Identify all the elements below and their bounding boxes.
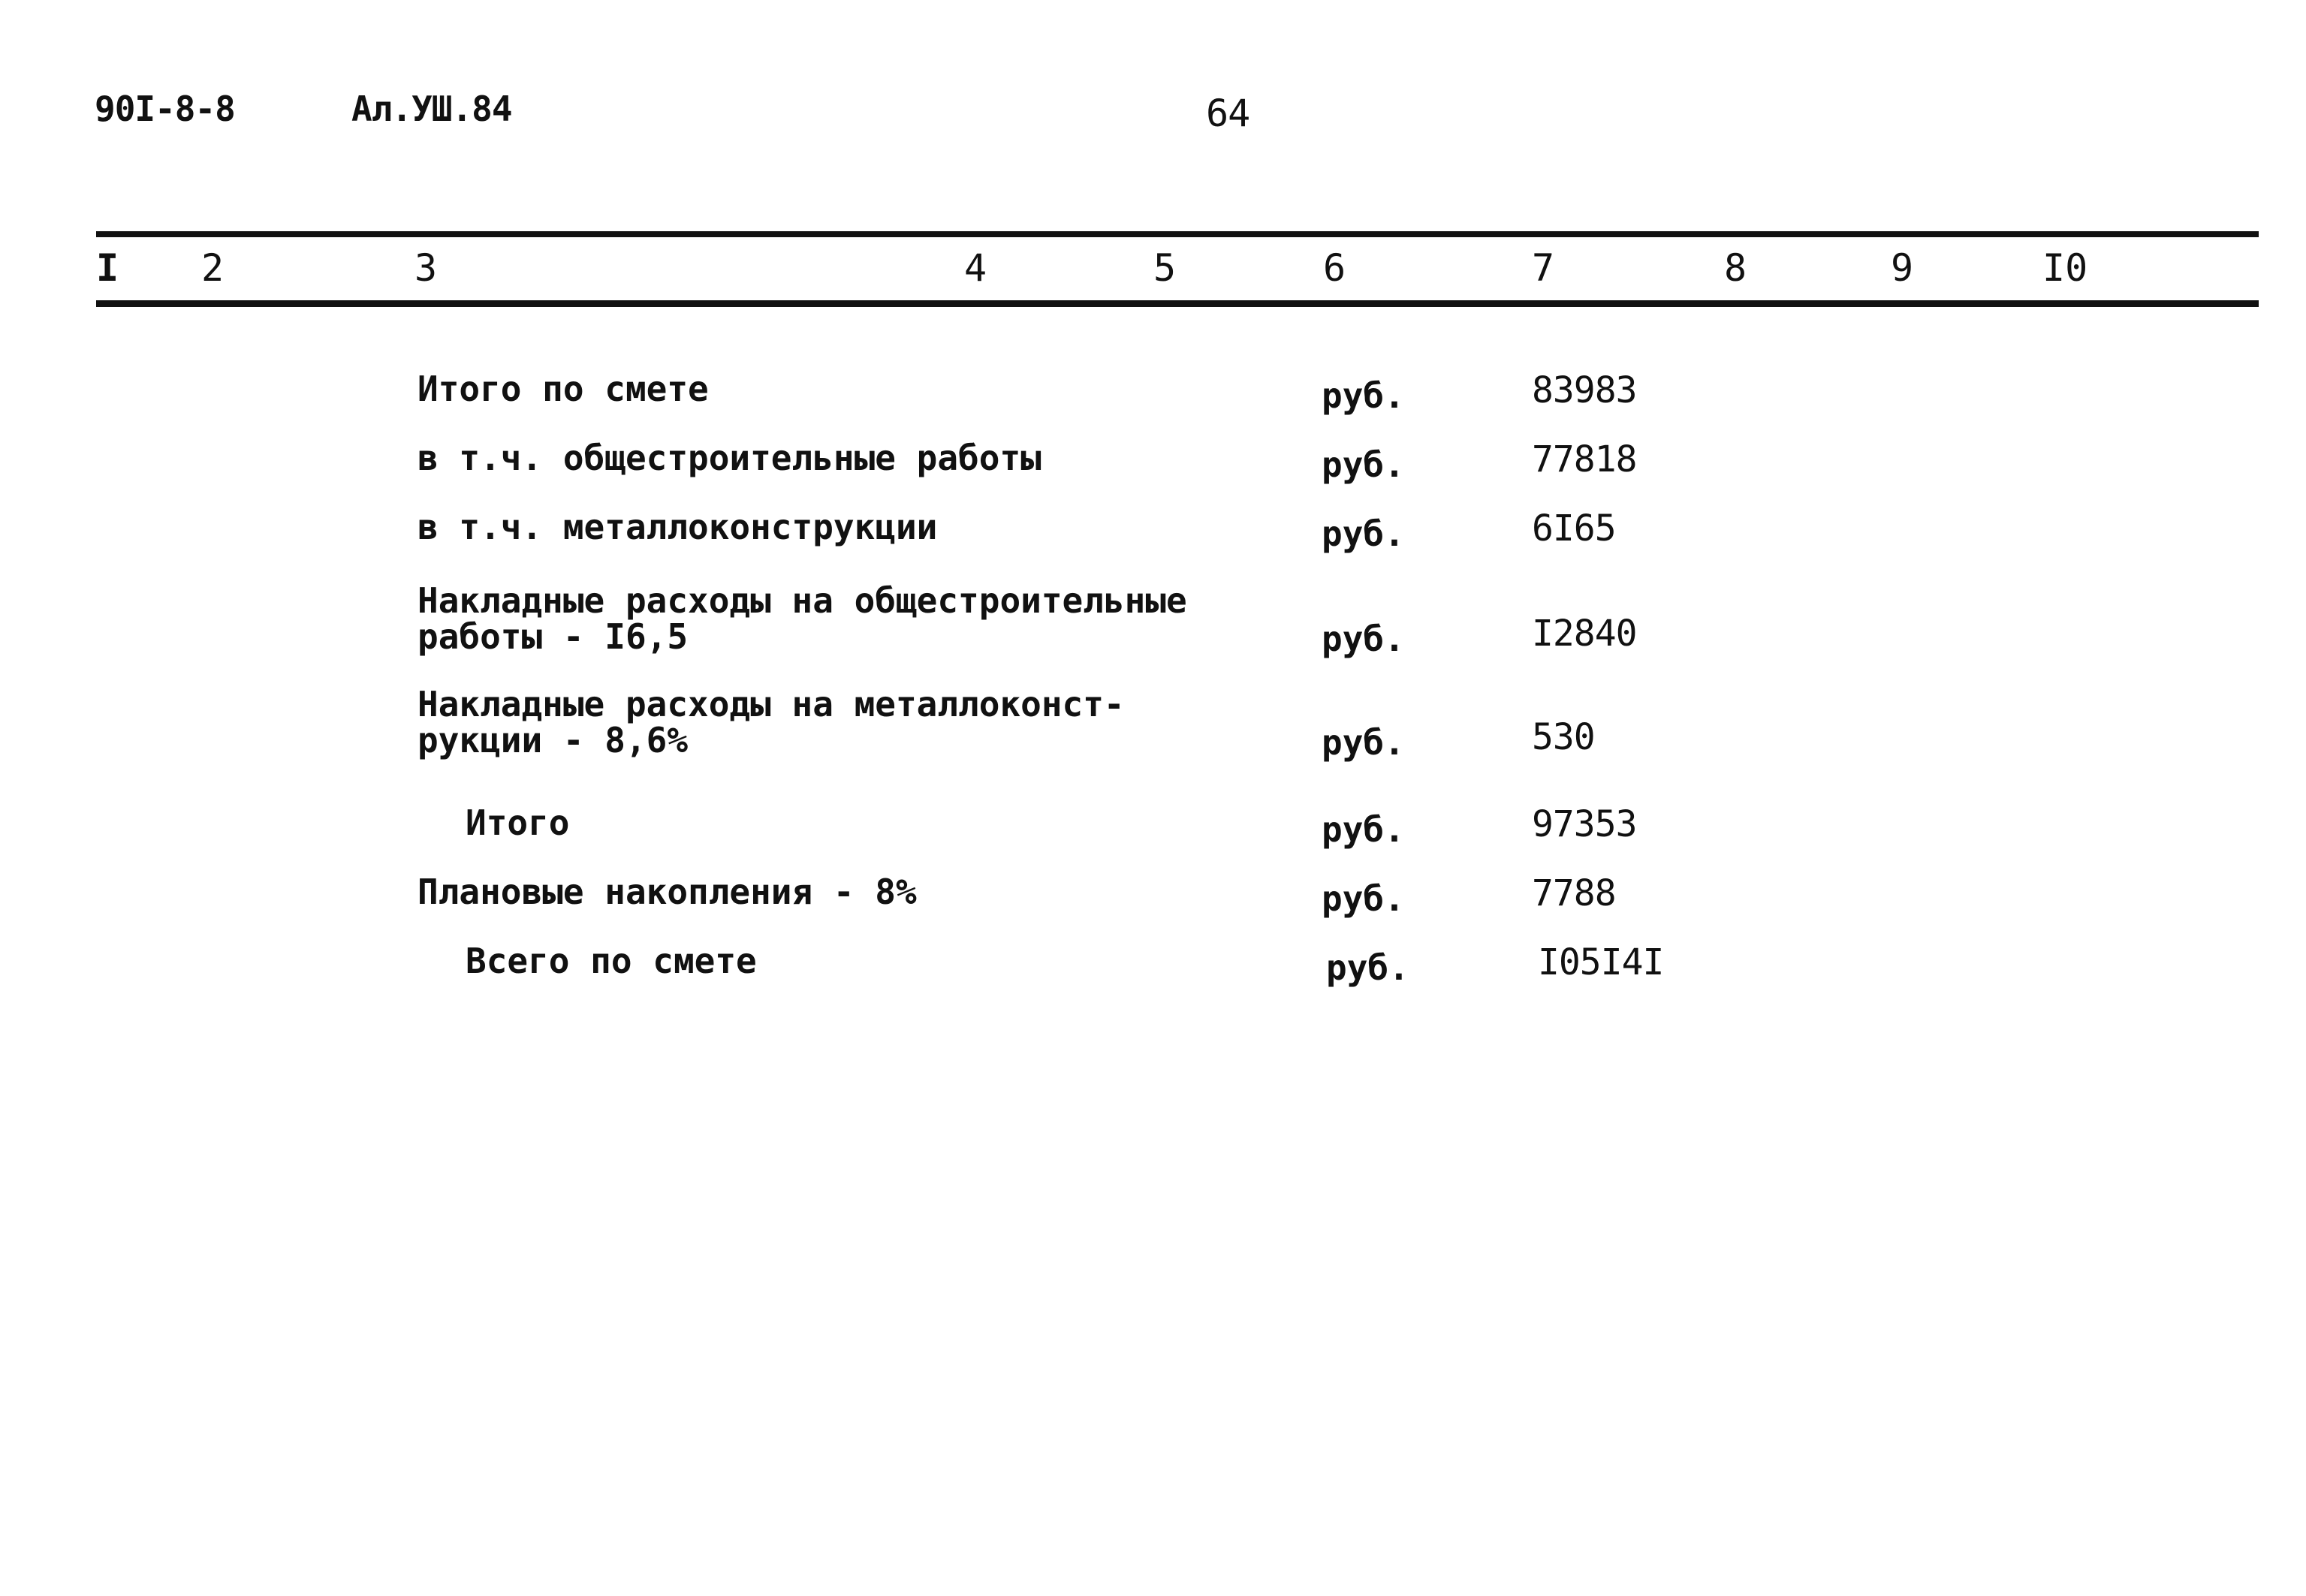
row-label-line: Итого bbox=[466, 803, 570, 843]
column-number-7: 7 bbox=[1532, 246, 1555, 290]
row-value: I05I4I bbox=[1538, 941, 1664, 983]
row-value: 83983 bbox=[1532, 369, 1637, 411]
doc-code: 90I-8-8 bbox=[95, 89, 235, 129]
column-number-10: I0 bbox=[2042, 246, 2088, 290]
row-value: 6I65 bbox=[1532, 507, 1616, 550]
row-value: 530 bbox=[1532, 716, 1595, 758]
table-header-top-rule bbox=[96, 231, 2259, 237]
row-label-line: Плановые накопления - 8% bbox=[417, 872, 917, 912]
row-label-metal-structures bbox=[417, 509, 937, 545]
row-label-line: работы - I6,5 bbox=[417, 616, 689, 657]
row-label-total-by-estimate bbox=[417, 371, 709, 407]
album-code: Ал.УШ.84 bbox=[351, 89, 512, 129]
row-label-general-construction bbox=[417, 440, 1041, 476]
row-unit: руб. bbox=[1322, 619, 1405, 659]
row-unit: руб. bbox=[1322, 809, 1405, 850]
column-number-1: I bbox=[96, 246, 119, 290]
row-label-line: рукции - 8,6% bbox=[417, 720, 689, 760]
row-label-line: в т.ч. металлоконструкции bbox=[417, 507, 938, 547]
row-label-planned-savings bbox=[417, 874, 917, 910]
column-number-3: 3 bbox=[414, 246, 438, 290]
row-unit: руб. bbox=[1322, 722, 1405, 763]
column-number-2: 2 bbox=[201, 246, 225, 290]
row-unit: руб. bbox=[1326, 947, 1409, 988]
row-value: 7788 bbox=[1532, 872, 1616, 914]
column-number-9: 9 bbox=[1891, 246, 1914, 290]
row-label-line: Всего по смете bbox=[466, 941, 757, 981]
row-label-line: Накладные расходы на металлоконст- bbox=[417, 684, 1125, 724]
column-number-4: 4 bbox=[964, 246, 987, 290]
row-label-line: Накладные расходы на общестроительные bbox=[417, 580, 1187, 621]
row-value: 97353 bbox=[1532, 803, 1637, 845]
column-number-5: 5 bbox=[1153, 246, 1177, 290]
column-number-8: 8 bbox=[1724, 246, 1747, 290]
row-unit: руб. bbox=[1322, 878, 1405, 919]
column-number-6: 6 bbox=[1323, 246, 1346, 290]
row-label-subtotal bbox=[466, 805, 569, 841]
table-header-bottom-rule bbox=[96, 300, 2259, 307]
row-unit: руб. bbox=[1322, 444, 1405, 485]
row-label-line: в т.ч. общестроительные работы bbox=[417, 438, 1041, 478]
row-label-grand-total bbox=[466, 943, 757, 979]
row-value: I2840 bbox=[1532, 613, 1637, 655]
row-unit: руб. bbox=[1322, 513, 1405, 554]
row-label-overhead-metal bbox=[417, 686, 1125, 758]
row-label-overhead-general bbox=[417, 580, 1187, 657]
row-unit: руб. bbox=[1322, 375, 1405, 416]
row-label-line: Итого по смете bbox=[417, 369, 709, 409]
page-number: 64 bbox=[1206, 92, 1250, 135]
row-value: 77818 bbox=[1532, 438, 1637, 480]
